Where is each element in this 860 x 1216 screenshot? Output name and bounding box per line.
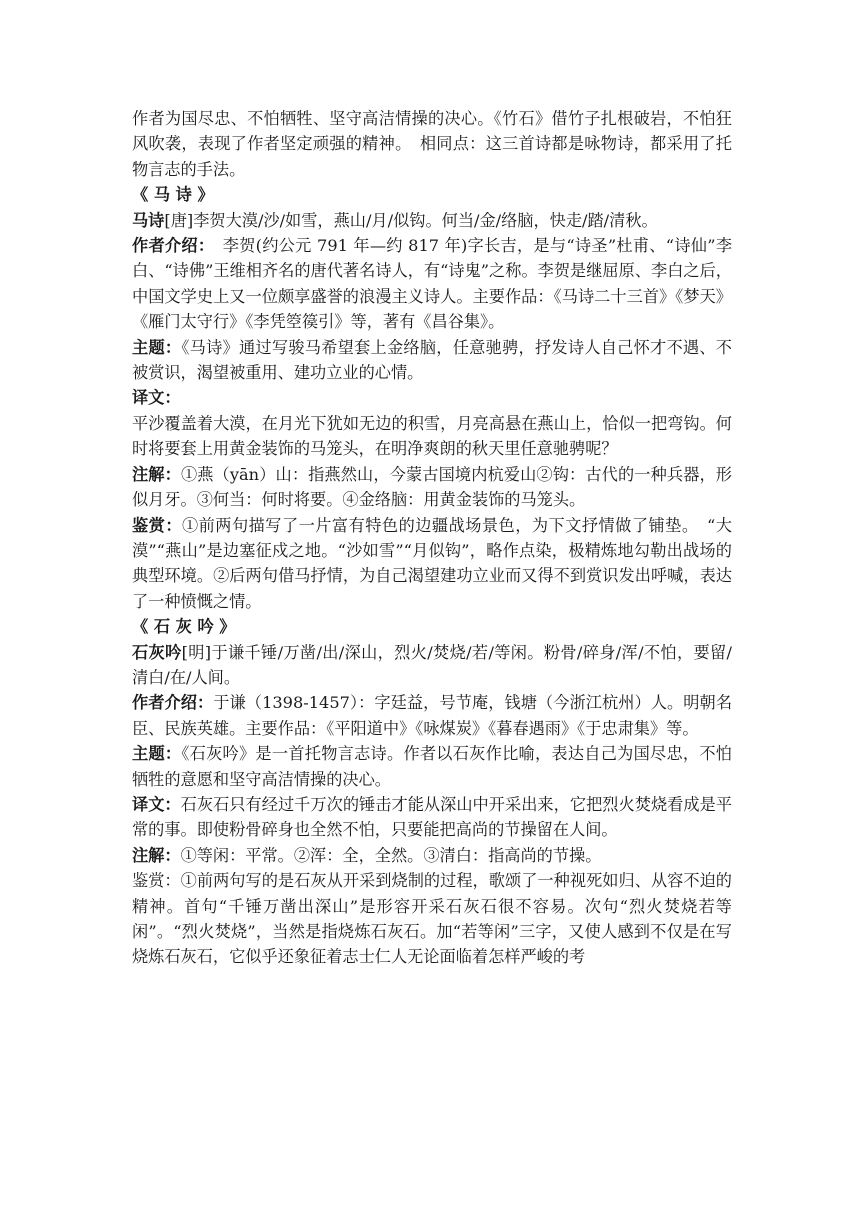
paragraph-ma-shi-theme: 主题：《马诗》通过写骏马希望套上金络脑，任意驰骋，抒发诗人自己怀才不遇、不被赏识，渴望被重用、建功立业的心情。 [132,337,732,383]
heading-shi-hui-yin: 《 石 灰 吟 》 [132,617,236,637]
paragraph-ma-shi-poem: 马诗[唐]李贺大漠/沙/如雪，燕山/月/似钩。何当/金/络脑，快走/踏/清秋。 [132,210,658,230]
paragraph-ma-shi-appreciation: 鉴赏：①前两句描写了一片富有特色的边疆战场景色，为下文抒情做了铺垫。 “大漠”“燕山”是边塞征戍之地。“沙如雪”“月似钩”，略作点染，极精炼地勾勒出战场的典型环境。②后两句借马抒情，为自己渴望建功立业而又得不到赏识发出呼喊，表达了一种愤慨之情。 [132,515,732,611]
paragraph-shi-hui-yin-poem: 石灰吟[明]于谦千锤/万凿/出/深山，烈火/焚烧/若/等闲。粉骨/碎身/浑/不怕，要留/清白/在/人间。 [132,642,733,687]
paragraph-intro-summary: 作者为国尽忠、不怕牺牲、坚守高洁情操的决心。《竹石》借竹子扎根破岩，不怕狂风吹袭，表现了作者坚定顽强的精神。 相同点：这三首诗都是咏物诗，都采用了托物言志的手法。 [132,109,732,179]
paragraph-shi-hui-yin-notes: 注解：①等闲：平常。②浑：全，全然。③清白：指高尚的节操。 [132,845,602,865]
document-page [132,106,732,970]
paragraph-ma-shi-author: 作者介绍： 李贺(约公元 791 年—约 817 年)字长吉，是与“诗圣”杜甫、“诗仙”李白、“诗佛”王维相齐名的唐代著名诗人，有“诗鬼”之称。李贺是继屈原、李白之后，中国文学史上又一位颇享盛誉的浪漫主义诗人。主要作品：《马诗二十三首》《梦天》《雁门太守行》《李凭箜篌引》等，著有《昌谷集》。 [132,236,733,332]
label-ma-shi-translation: 译文： [132,388,181,408]
paragraph-ma-shi-translation: 平沙覆盖着大漠，在月光下犹如无边的积雪，月亮高悬在燕山上，恰似一把弯钩。何时将要套上用黄金装饰的马笼头，在明净爽朗的秋天里任意驰骋呢？ [132,413,732,459]
paragraph-shi-hui-yin-theme: 主题：《石灰吟》是一首托物言志诗。作者以石灰作比喻，表达自己为国尽忠，不怕牺牲的意愿和坚守高洁情操的决心。 [132,744,732,789]
heading-ma-shi: 《 马 诗 》 [132,185,214,205]
paragraph-ma-shi-notes: 注解：①燕（yān）山：指燕然山，今蒙古国境内杭爱山②钩：古代的一种兵器，形似月牙。③何当：何时将要。④金络脑：用黄金装饰的马笼头。 [132,464,732,510]
paragraph-shi-hui-yin-appreciation: 鉴赏：①前两句写的是石灰从开采到烧制的过程，歌颂了一种视死如归、从容不迫的精神。首句“千锤万凿出深山”是形容开采石灰石很不容易。次句“烈火焚烧若等闲”。“烈火焚烧”，当然是指烧炼石灰石。加“若等闲”三字，又使人感到不仅是在写烧炼石灰石，它似乎还象征着志士仁人无论面临着怎样严峻的考 [132,871,732,967]
paragraph-shi-hui-yin-author: 作者介绍：于谦（1398-1457）：字廷益，号节庵，钱塘（今浙江杭州）人。明朝名臣、民族英雄。主要作品：《平阳道中》《咏煤炭》《暮春遇雨》《于忠肃集》等。 [132,693,733,738]
paragraph-shi-hui-yin-translation: 译文：石灰石只有经过千万次的锤击才能从深山中开采出来，它把烈火焚烧看成是平常的事。即使粉骨碎身也全然不怕，只要能把高尚的节操留在人间。 [132,794,733,840]
